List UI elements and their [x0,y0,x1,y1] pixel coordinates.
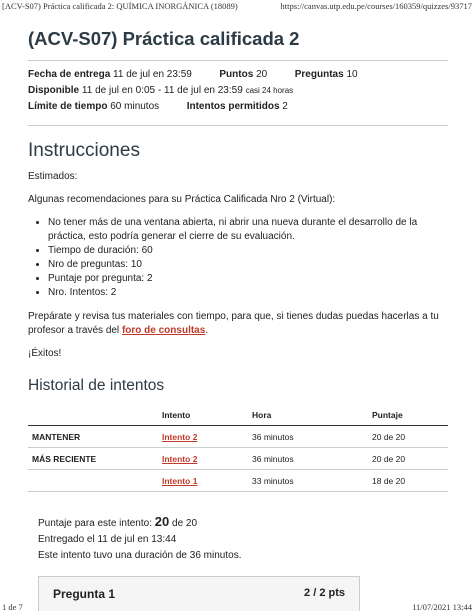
score-value: 20 [154,514,170,529]
title-divider [28,60,448,61]
attempt-score: 20 de 20 [368,426,448,448]
attempts-value: 2 [282,101,288,112]
page-title: (ACV-S07) Práctica calificada 2 [28,28,300,49]
table-row [28,448,448,470]
quiz-meta-row-3 [28,99,448,115]
closing-period: . [205,325,209,336]
time-limit-value: 60 minutos [110,101,160,112]
print-timestamp: 11/07/2021 13:44 [412,602,472,612]
duration-line: Este intento tuvo una duración de 36 minutos. [38,550,242,561]
instructions-greeting: Estimados: [28,171,78,182]
attempt-label [28,470,158,492]
score-line [38,514,448,532]
question-points: 2 / 2 pts [304,587,345,599]
column-header: Puntaje [368,405,448,426]
attempt-label: MANTENER [28,426,158,448]
attempt-time: 33 minutos [248,470,368,492]
questions-value: 10 [346,69,358,80]
closing-text: Prepárate y revisa tus materiales con tiempo, para que, si tienes dudas puedas hacerlas a tu profesor a través del [28,311,439,336]
history-heading: Historial de intentos [28,377,165,394]
table-header-row [28,405,448,426]
list-item: • Nro de preguntas: 10 [48,258,448,272]
list-item: • No tener más de una ventana abierta, ni abrir una nueva durante el desarrollo de la práctica, esto podría generar el cierre de su evaluación. [48,216,448,244]
submitted-line: Entregado el 11 de jul en 13:44 [38,534,177,545]
column-header: Hora [248,405,368,426]
available-value: 11 de jul en 0:05 - 11 de jul en 23:59 [81,85,243,96]
instructions-intro: Algunas recomendaciones para su Práctica Calificada Nro 2 (Virtual): [28,194,336,205]
instructions-heading: Instrucciones [28,140,140,161]
list-item: • Tiempo de duración: 60 [48,244,448,258]
attempt-time: 36 minutos [248,448,368,470]
points-value: 20 [256,69,268,80]
meta-divider [28,125,448,126]
quiz-content [28,28,448,611]
table-row [28,470,448,492]
attempt-score: 20 de 20 [368,448,448,470]
attempt-history-table [28,405,448,492]
column-header [28,405,158,426]
due-value: 11 de jul en 23:59 [113,69,192,80]
print-header [0,0,474,12]
attempt-link[interactable]: Intento 2 [162,431,198,442]
attempt-summary [38,514,448,564]
instructions-closing [28,310,448,338]
points-label: Puntos [219,69,254,80]
attempt-link[interactable]: Intento 1 [162,475,198,486]
attempt-link[interactable]: Intento 2 [162,453,198,464]
attempts-label: Intentos permitidos [186,101,280,112]
instructions-list [28,216,448,300]
due-label: Fecha de entrega [28,69,111,80]
quiz-meta-row-1 [28,67,448,83]
list-item: • Nro. Intentos: 2 [48,286,448,300]
print-header-title: [ACV-S07) Práctica calificada 2: QUÍMICA INORGÁNICA (18089) [2,1,238,11]
quiz-meta-row-2 [28,83,448,99]
column-header: Intento [158,405,248,426]
print-footer [0,601,474,613]
attempt-time: 36 minutos [248,426,368,448]
available-label: Disponible [28,85,80,96]
table-row [28,426,448,448]
attempt-score: 18 de 20 [368,470,448,492]
print-header-url: https://canvas.utp.edu.pe/courses/160359/quizzes/93717 [280,1,472,11]
instructions-cheer: ¡Éxitos! [28,348,62,359]
list-item: • Puntaje por pregunta: 2 [48,272,448,286]
question-title: Pregunta 1 [53,587,116,601]
page-number: 1 de 7 [2,602,23,612]
time-limit-label: Límite de tiempo [28,101,108,112]
forum-link[interactable]: foro de consultas [121,325,206,336]
score-suffix: de 20 [172,518,198,529]
score-label: Puntaje para este intento: [38,518,152,529]
attempt-label: MÁS RECIENTE [28,448,158,470]
available-note: casi 24 horas [245,86,294,95]
questions-label: Preguntas [294,69,344,80]
